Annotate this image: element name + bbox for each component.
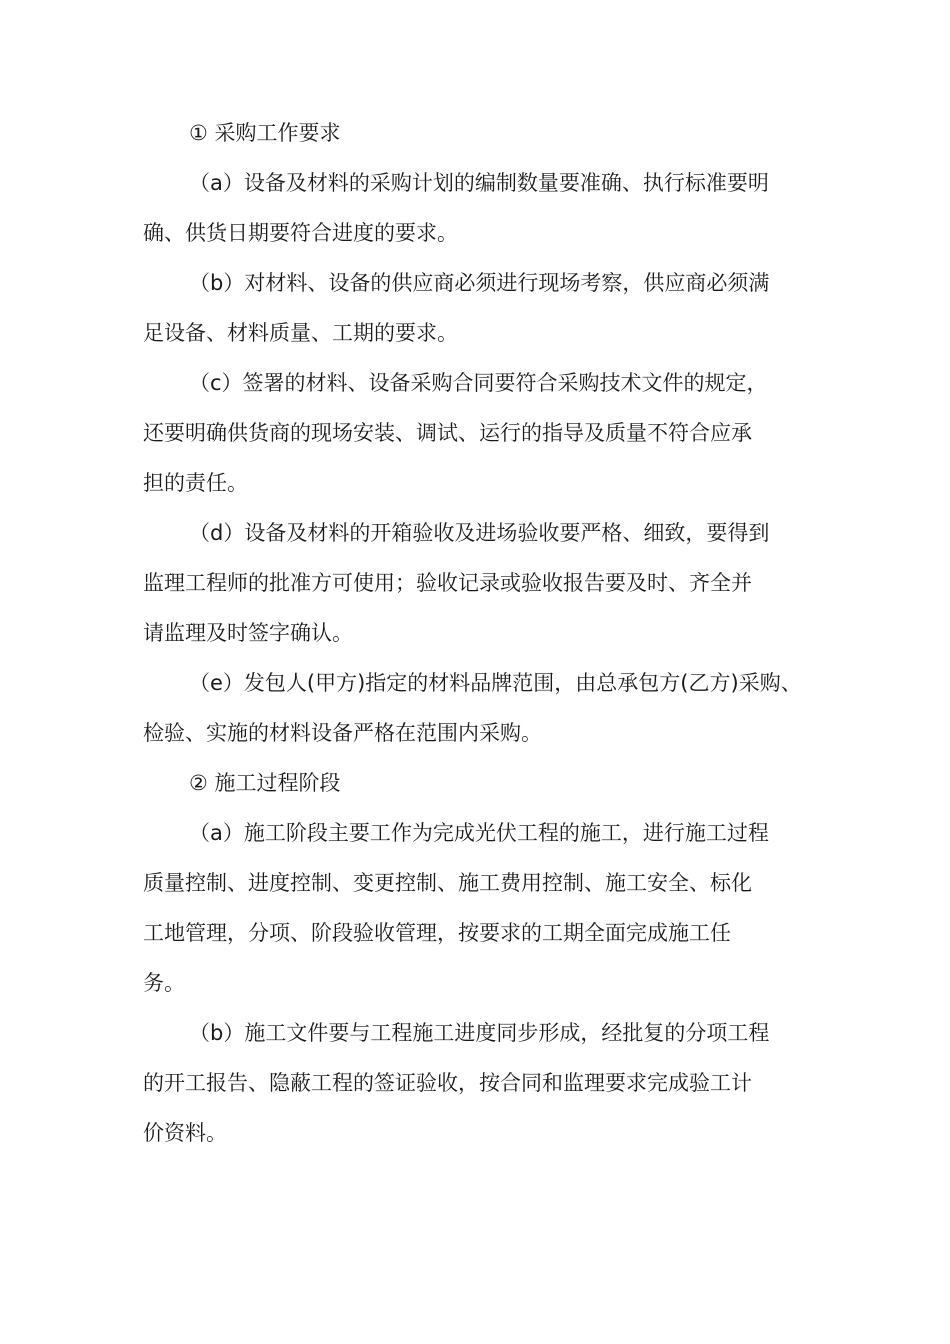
document-body [143,108,823,1158]
paragraph-line: 工地管理，分项、阶段验收管理，按要求的工期全面完成施工任 [143,921,731,945]
paragraph-line: （e）发包人(甲方)指定的材料品牌范围，由总承包方(乙方)采购、 [189,671,802,695]
paragraph-line: 担的责任。 [143,471,248,495]
paragraph-line: （b）施工文件要与工程施工进度同步形成，经批复的分项工程 [189,1021,770,1045]
paragraph-line: （a）施工阶段主要工作为完成光伏工程的施工，进行施工过程 [189,821,769,845]
heading-construction-phase: ② 施工过程阶段 [189,771,341,795]
paragraph-line: 的开工报告、隐蔽工程的签证验收，按合同和监理要求完成验工计 [143,1071,752,1095]
paragraph-line: 务。 [143,971,185,995]
paragraph-line: 确、供货日期要符合进度的要求。 [143,221,458,245]
paragraph-line: 监理工程师的批准方可使用；验收记录或验收报告要及时、齐全并 [143,571,752,595]
paragraph-line: （d）设备及材料的开箱验收及进场验收要严格、细致，要得到 [189,521,770,545]
paragraph-line: （b）对材料、设备的供应商必须进行现场考察，供应商必须满 [189,271,770,295]
paragraph-line: 检验、实施的材料设备严格在范围内采购。 [143,721,542,745]
heading-procurement-requirements: ① 采购工作要求 [189,121,341,145]
paragraph-line: 质量控制、进度控制、变更控制、施工费用控制、施工安全、标化 [143,871,752,895]
paragraph-line: （c）签署的材料、设备采购合同要符合采购技术文件的规定， [189,371,768,395]
paragraph-line: 请监理及时签字确认。 [143,621,353,645]
paragraph-line: 还要明确供货商的现场安装、调试、运行的指导及质量不符合应承 [143,421,752,445]
paragraph-line: 足设备、材料质量、工期的要求。 [143,321,458,345]
paragraph-line: （a）设备及材料的采购计划的编制数量要准确、执行标准要明 [189,171,769,195]
paragraph-line: 价资料。 [143,1121,227,1145]
